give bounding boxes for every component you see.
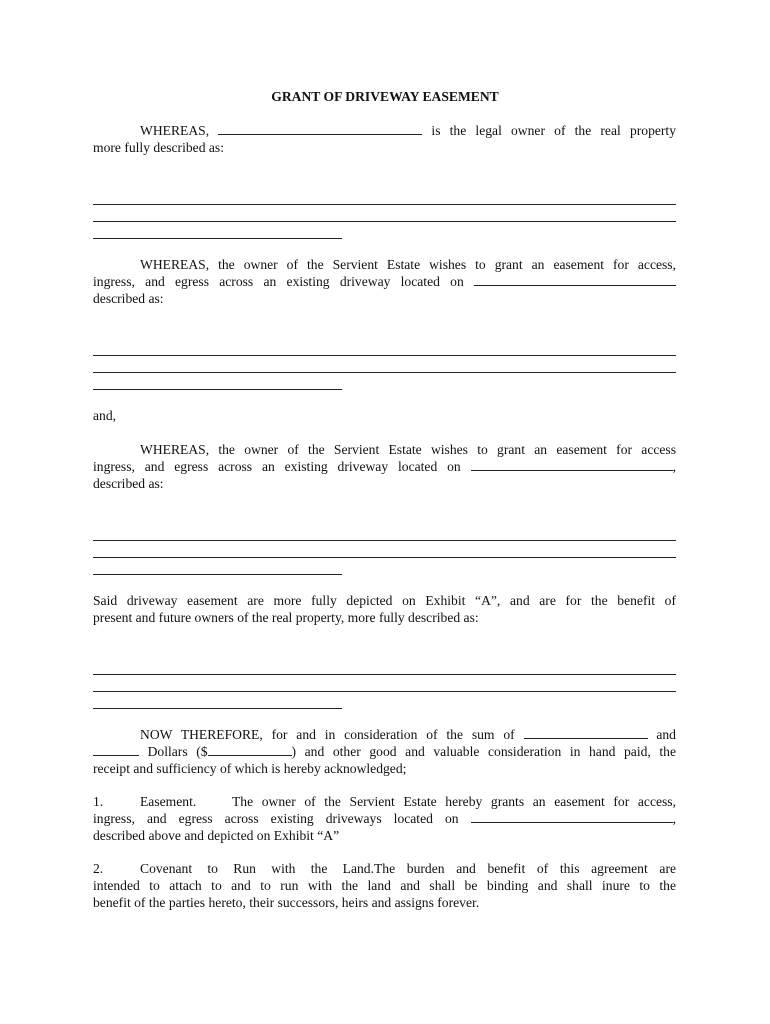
- document-title: GRANT OF DRIVEWAY EASEMENT: [271, 89, 499, 104]
- property-description-lines[interactable]: [93, 188, 676, 239]
- whereas-grant-paragraph-2: WHEREAS, the owner of the Servient Estate wishes to grant an easement for access ingress, and egress across an existing driveway located on , described as:: [93, 442, 676, 491]
- and-line: and,: [93, 408, 117, 423]
- section-covenant: 2. Covenant to Run with the Land.The burden and benefit of this agreement are intended to attach to and to run with the land and shall be binding and shall inure to the benefit of the parties hereto, their successors, heirs and assigns forever.: [93, 861, 676, 910]
- benefit-property-lines[interactable]: [93, 658, 676, 709]
- servient-description-lines-2[interactable]: [93, 524, 676, 575]
- driveway-location-blank-2[interactable]: [471, 458, 673, 471]
- dollars-words-blank[interactable]: [93, 743, 139, 756]
- driveways-location-blank[interactable]: [471, 810, 673, 823]
- consideration-paragraph: NOW THEREFORE, for and in consideration of the sum of and Dollars ($ ) and other good and valuable consideration in hand paid, the receipt and sufficiency of which is hereby acknowledged;: [93, 727, 677, 776]
- servient-description-lines-1[interactable]: [93, 339, 676, 390]
- dollars-amount-blank[interactable]: [208, 743, 292, 756]
- owner-name-blank[interactable]: [218, 122, 422, 135]
- whereas-grant-paragraph-1: WHEREAS, the owner of the Servient Estate wishes to grant an easement for access, ingress, and egress across an existing driveway located on described as:: [93, 257, 676, 306]
- driveway-location-blank-1[interactable]: [474, 273, 676, 286]
- section-easement: 1. Easement. The owner of the Servient Estate hereby grants an easement for access, ingress, and egress across existing driveways located on , described above and depicted on Exhibit “A”: [93, 794, 676, 843]
- exhibit-paragraph: Said driveway easement are more fully depicted on Exhibit “A”, and are for the benefit of present and future owners of the real property, more fully described as:: [93, 593, 676, 625]
- whereas-owner-paragraph: WHEREAS, is the legal owner of the real property more fully described as:: [93, 123, 676, 155]
- sum-words-blank[interactable]: [524, 726, 648, 739]
